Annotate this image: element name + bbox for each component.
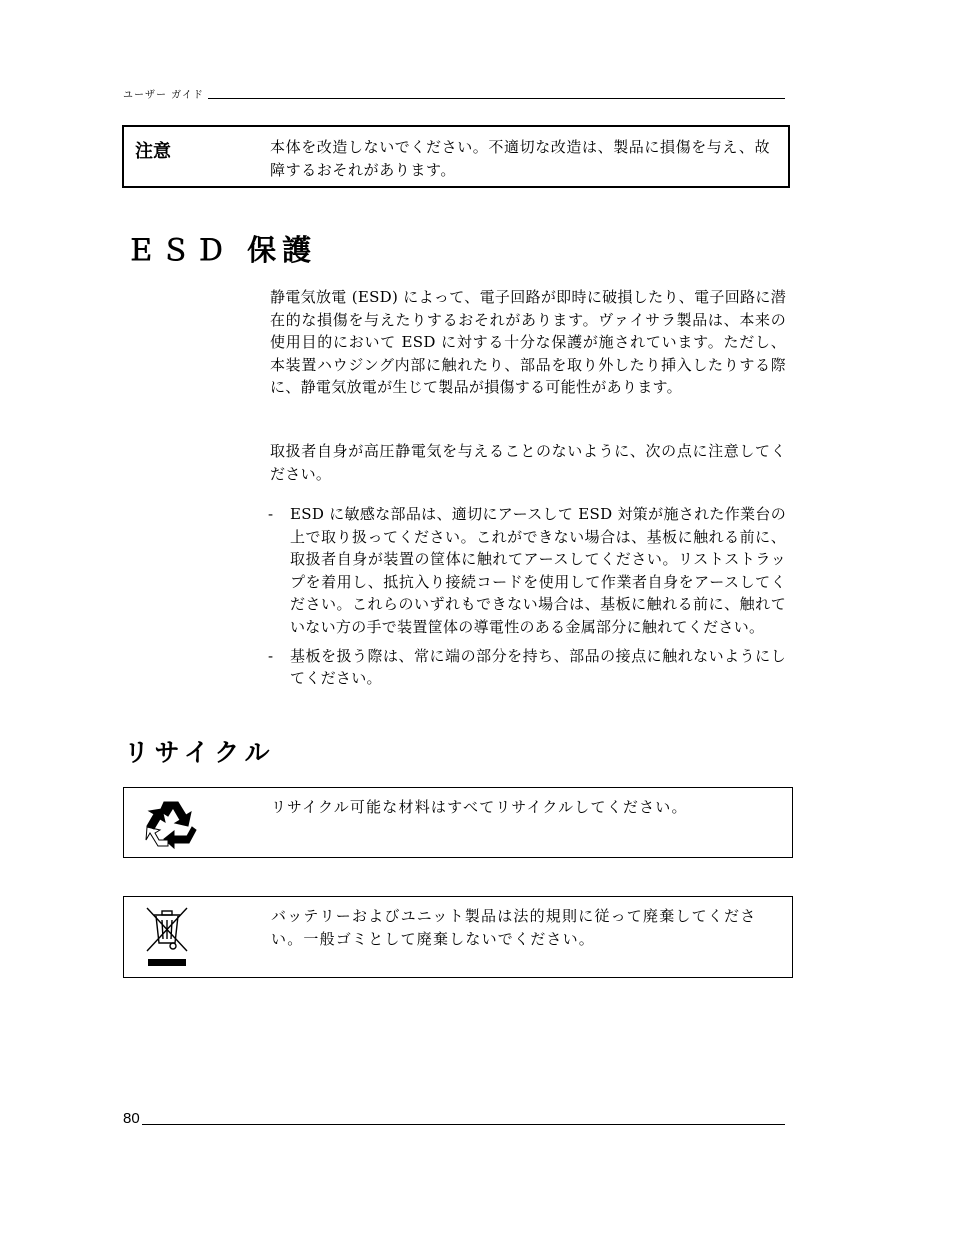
header-rule — [208, 98, 785, 99]
esd-paragraph-2: 取扱者自身が高圧静電気を与えることのないように、次の点に注意してください。 — [270, 442, 786, 483]
caution-text: 本体を改造しないでください。不適切な改造は、製品に損傷を与え、故障するおそれがあります。 — [270, 138, 771, 179]
bullet-marker: - — [268, 505, 274, 523]
recycle-section-title: リサイクル — [124, 738, 276, 767]
caution-label: 注意 — [135, 141, 171, 162]
list-item — [268, 503, 786, 639]
footer-rule — [142, 1124, 785, 1125]
running-title: ユーザー ガイド — [123, 90, 204, 101]
list-item — [268, 645, 786, 690]
running-footer — [123, 1110, 785, 1127]
list-item-text: ESD に敏感な部品は、適切にアースして ESD 対策が施された作業台の上で取り扱ってください。これができない場合は、基板に触れる前に、取扱者自身が装置の筐体に触れてアースしてください。リストストラップを着用し、抵抗入り接続コードを使用して作業者自身をアースしてください。これらのいずれもできない場合は、基板に触れる前に、触れていない方の手で装置筐体の導電性のある金属部分に触れてください。 — [290, 505, 786, 636]
esd-precautions-list — [268, 503, 786, 696]
page-number: 80 — [123, 1110, 140, 1127]
caution-box — [122, 125, 790, 188]
list-item-text: 基板を扱う際は、常に端の部分を持ち、部品の接点に触れないようにしてください。 — [290, 646, 786, 688]
recycle-box — [123, 787, 793, 858]
recycle-text: リサイクル可能な材料はすべてリサイクルしてください。 — [271, 798, 688, 816]
esd-section-title: ＥＳＤ 保護 — [126, 233, 318, 267]
battery-disposal-box — [123, 896, 793, 978]
battery-disposal-text: バッテリーおよびユニット製品は法的規則に従って廃棄してください。一般ゴミとして廃棄しないでください。 — [271, 907, 757, 948]
esd-paragraph-1: 静電気放電 (ESD) によって、電子回路が即時に破損したり、電子回路に潜在的な損傷を与えたりするおそれがあります。ヴァイサラ製品は、本来の使用目的において ESD に対する十分な保護が施されています。ただし、本装置ハウジング内部に触れたり、部品を取り外したり挿入したりする際に、静電気放電が生じて製品が損傷する可能性があります。 — [270, 288, 786, 397]
crossed-out-wheelie-bin-icon — [144, 905, 190, 969]
running-header — [123, 86, 785, 101]
bullet-marker: - — [268, 646, 274, 665]
recycle-icon — [144, 796, 202, 852]
